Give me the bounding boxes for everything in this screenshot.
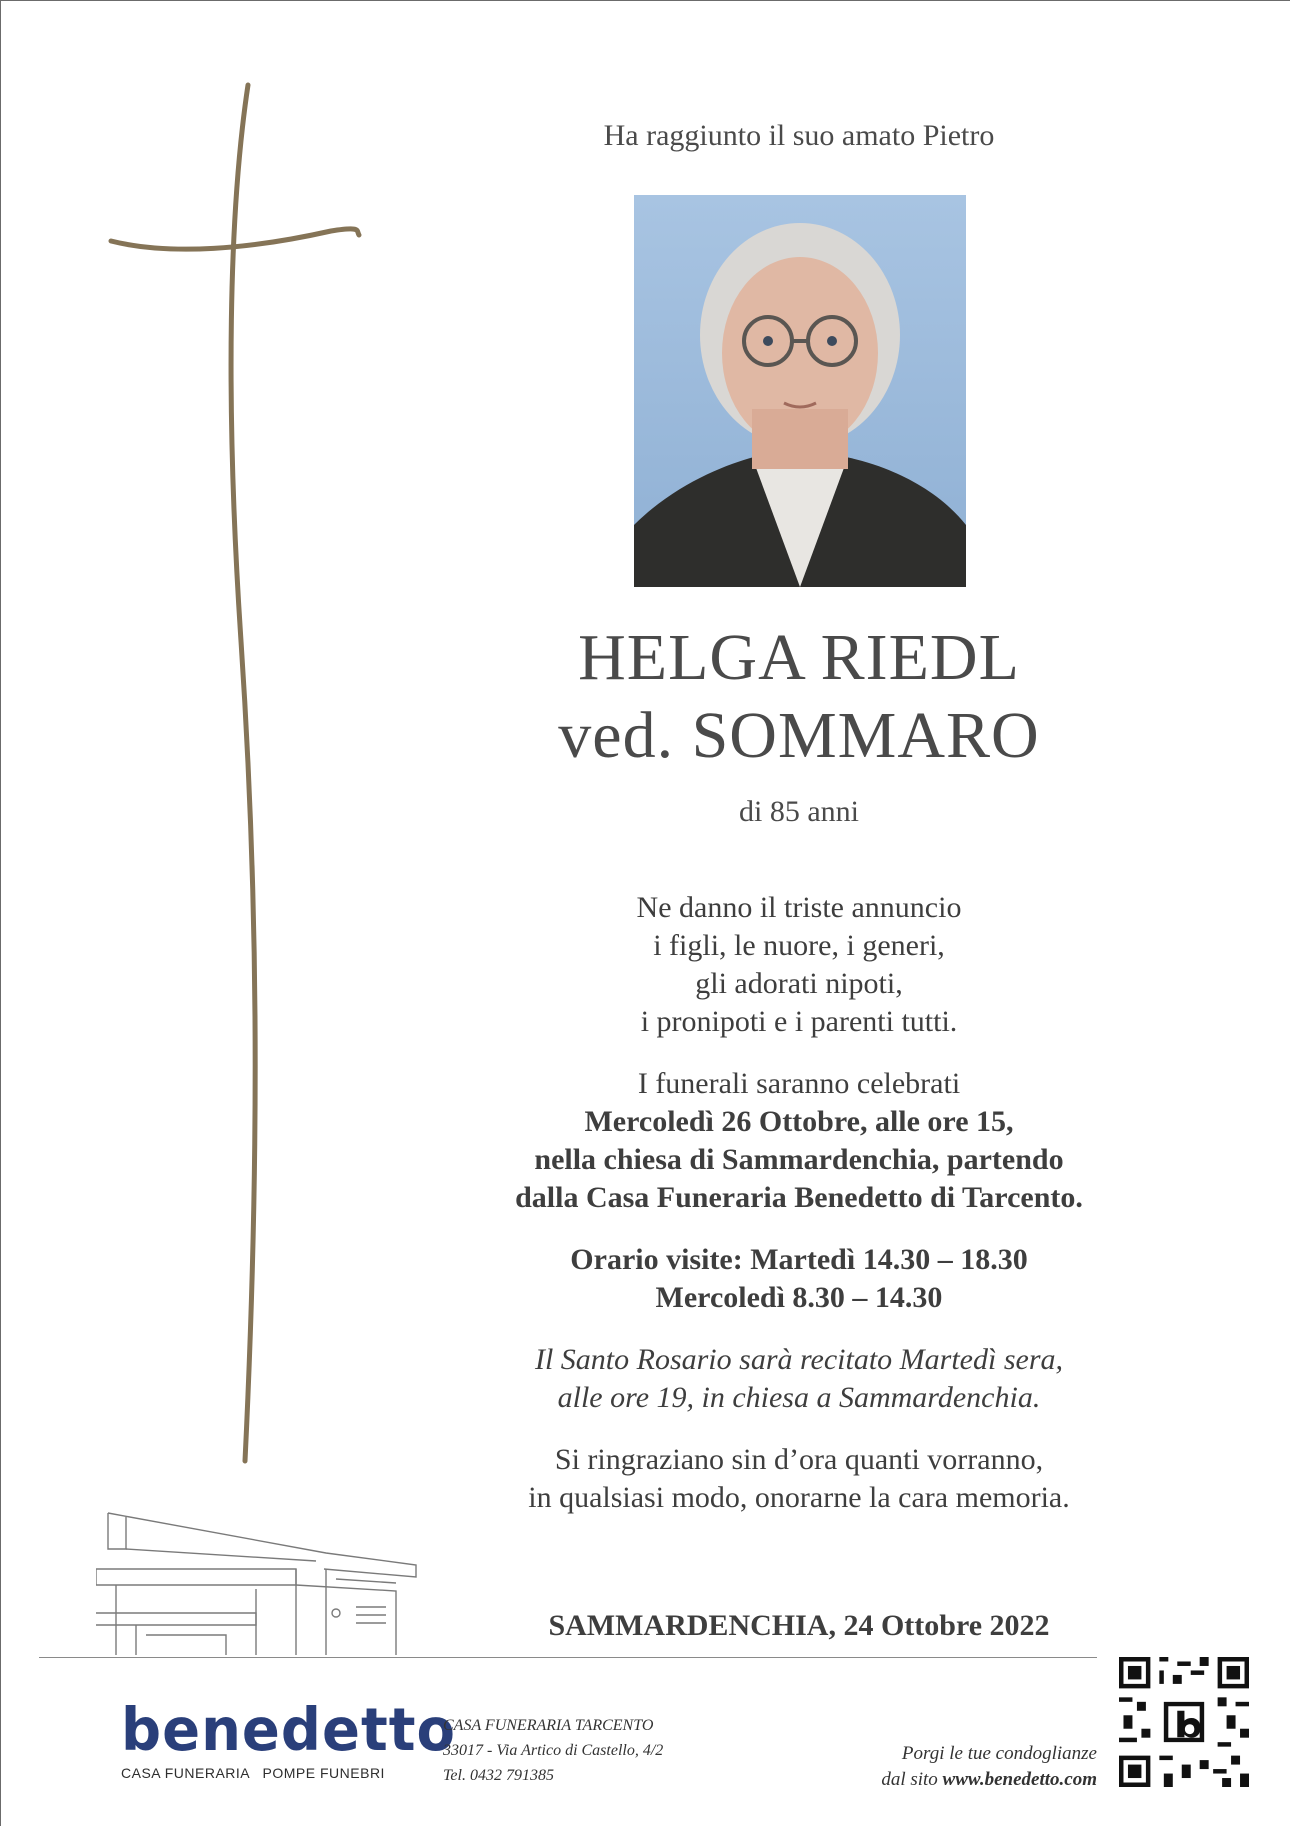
qr-code-icon[interactable] (1119, 1657, 1249, 1787)
rosary-line: alle ore 19, in chiesa a Sammardenchia. (557, 1381, 1041, 1414)
address-line: CASA FUNERARIA TARCENTO (443, 1717, 654, 1734)
thanks-line: in qualsiasi modo, onorarne la cara memoria. (528, 1481, 1070, 1514)
visiting-hours (441, 1241, 1157, 1317)
announcement-line: i figli, le nuore, i generi, (653, 929, 945, 962)
deceased-name (441, 619, 1157, 775)
visits-line: Orario visite: Martedì 14.30 – 18.30 (570, 1243, 1028, 1276)
thanks-line: Si ringraziano sin d’ora quanti vorranno, (554, 1443, 1044, 1476)
announcement-line: gli adorati nipoti, (695, 967, 903, 1000)
building-sketch-icon (96, 1509, 426, 1659)
funeral-detail: nella chiesa di Sammardenchia, partendo (534, 1143, 1064, 1176)
brand-logo (121, 1696, 456, 1781)
funeral-info (441, 1065, 1157, 1217)
announcement (441, 889, 1157, 1041)
visits-line: Mercoledì 8.30 – 14.30 (655, 1281, 943, 1314)
brand-subtitle: CASA FUNERARIA POMPE FUNEBRI (121, 1765, 385, 1781)
announcement-line: Ne danno il triste annuncio (636, 891, 962, 924)
condolences-line (827, 1767, 1097, 1793)
funeral-home-address (443, 1713, 663, 1788)
cross-icon (101, 81, 381, 1471)
announcement-line: i pronipoti e i parenti tutti. (640, 1005, 958, 1038)
deceased-age: di 85 anni (739, 795, 859, 828)
funeral-detail: Mercoledì 26 Ottobre, alle ore 15, (584, 1105, 1014, 1138)
address-line: Tel. 0432 791385 (443, 1767, 554, 1784)
thanks-text (441, 1441, 1157, 1517)
brand-name: benedetto (121, 1696, 456, 1765)
footer-divider (39, 1657, 1097, 1658)
funeral-detail: dalla Casa Funeraria Benedetto di Tarcento. (515, 1181, 1083, 1214)
portrait-photo (634, 195, 966, 587)
condolences-note (827, 1741, 1097, 1793)
condolences-prefix: dal sito (881, 1769, 943, 1790)
intro-text: Ha raggiunto il suo amato Pietro (603, 119, 995, 152)
address-line: 33017 - Via Artico di Castello, 4/2 (443, 1742, 664, 1759)
name-line-2: ved. SOMMARO (558, 699, 1040, 772)
name-line-1: HELGA RIEDL (578, 621, 1020, 694)
rosary-line: Il Santo Rosario sarà recitato Martedì sera, (534, 1343, 1064, 1376)
condolences-site-link[interactable]: www.benedetto.com (942, 1769, 1097, 1790)
place-date: SAMMARDENCHIA, 24 Ottobre 2022 (548, 1609, 1050, 1642)
condolences-line: Porgi le tue condoglianze (901, 1743, 1097, 1764)
funeral-intro: I funerali saranno celebrati (637, 1067, 961, 1100)
rosary-info (441, 1341, 1157, 1417)
